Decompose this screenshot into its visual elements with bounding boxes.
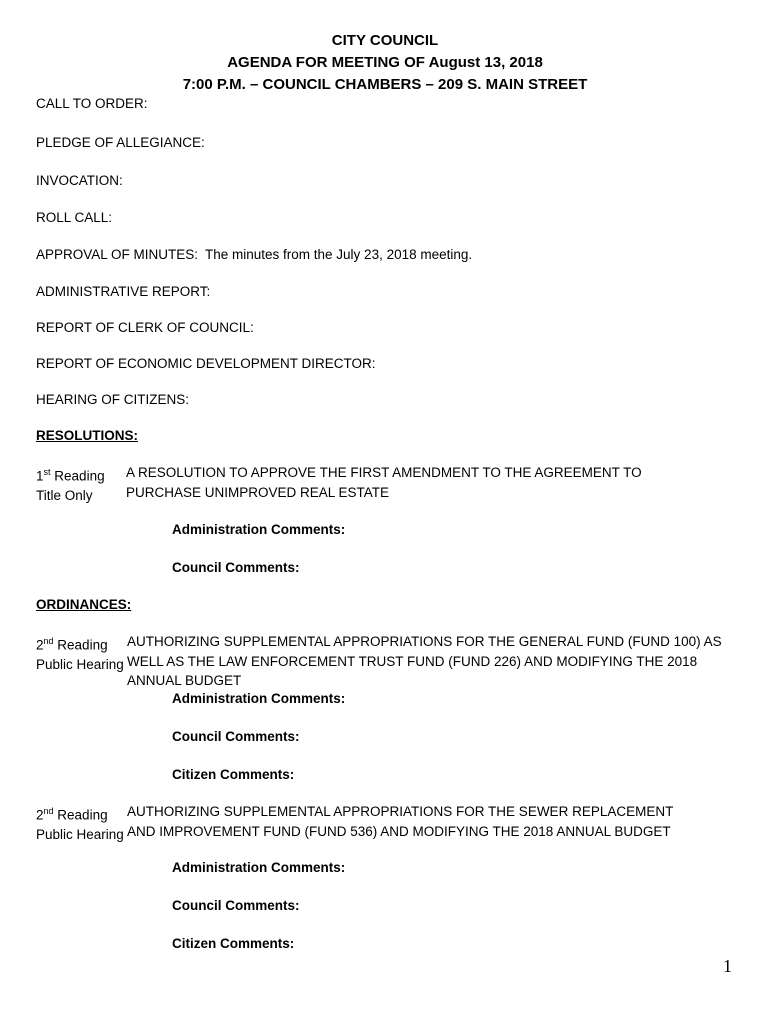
ordinance-1-reading: 2nd Reading Public Hearing [36,636,124,672]
ordinance-1-citizen-comments: Citizen Comments: [172,767,295,782]
approval-of-minutes-value: The minutes from the July 23, 2018 meeting. [205,247,473,262]
ordinances-heading: ORDINANCES: [36,597,132,612]
roll-call: ROLL CALL: [36,210,113,225]
hearing-of-citizens: HEARING OF CITIZENS: [36,392,190,407]
ordinance-2-citizen-comments: Citizen Comments: [172,936,295,951]
ordinance-2-text: AUTHORIZING SUPPLEMENTAL APPROPRIATIONS FOR THE SEWER REPLACEMENT AND IMPROVEMENT FUND (FUND 536) AND MODIFYING THE 2018 ANNUAL BUDGET [127,804,674,839]
resolutions-heading: RESOLUTIONS: [36,428,139,443]
invocation: INVOCATION: [36,173,123,188]
approval-of-minutes-label: APPROVAL OF MINUTES: [36,247,199,262]
meeting-location-title: 7:00 P.M. – COUNCIL CHAMBERS – 209 S. MAIN STREET [182,76,588,93]
ordinance-1-admin-comments: Administration Comments: [172,691,346,706]
call-to-order: CALL TO ORDER: [36,96,148,111]
clerk-report: REPORT OF CLERK OF COUNCIL: [36,320,254,335]
resolution-text: A RESOLUTION TO APPROVE THE FIRST AMENDMENT TO THE AGREEMENT TO PURCHASE UNIMPROVED REAL ESTATE [126,465,642,500]
ordinance-2-council-comments: Council Comments: [172,898,300,913]
council-title: CITY COUNCIL [331,32,439,49]
ordinance-1-text: AUTHORIZING SUPPLEMENTAL APPROPRIATIONS FOR THE GENERAL FUND (FUND 100) AS WELL AS THE LAW ENFORCEMENT TRUST FUND (FUND 226) AND MODIFYING THE 2018 ANNUAL BUDGET [127,634,722,688]
meeting-date-title: AGENDA FOR MEETING OF August 13, 2018 [227,54,543,71]
economic-development-report: REPORT OF ECONOMIC DEVELOPMENT DIRECTOR: [36,356,376,371]
ordinance-2-reading: 2nd Reading Public Hearing [36,806,124,842]
resolution-reading: 1st Reading Title Only [36,467,105,503]
resolution-council-comments: Council Comments: [172,560,300,575]
administrative-report: ADMINISTRATIVE REPORT: [36,284,211,299]
resolution-admin-comments: Administration Comments: [172,522,346,537]
ordinance-1-council-comments: Council Comments: [172,729,300,744]
page-number: 1 [723,956,732,976]
pledge-of-allegiance: PLEDGE OF ALLEGIANCE: [36,135,205,150]
ordinance-2-admin-comments: Administration Comments: [172,860,346,875]
agenda-header [0,30,770,96]
